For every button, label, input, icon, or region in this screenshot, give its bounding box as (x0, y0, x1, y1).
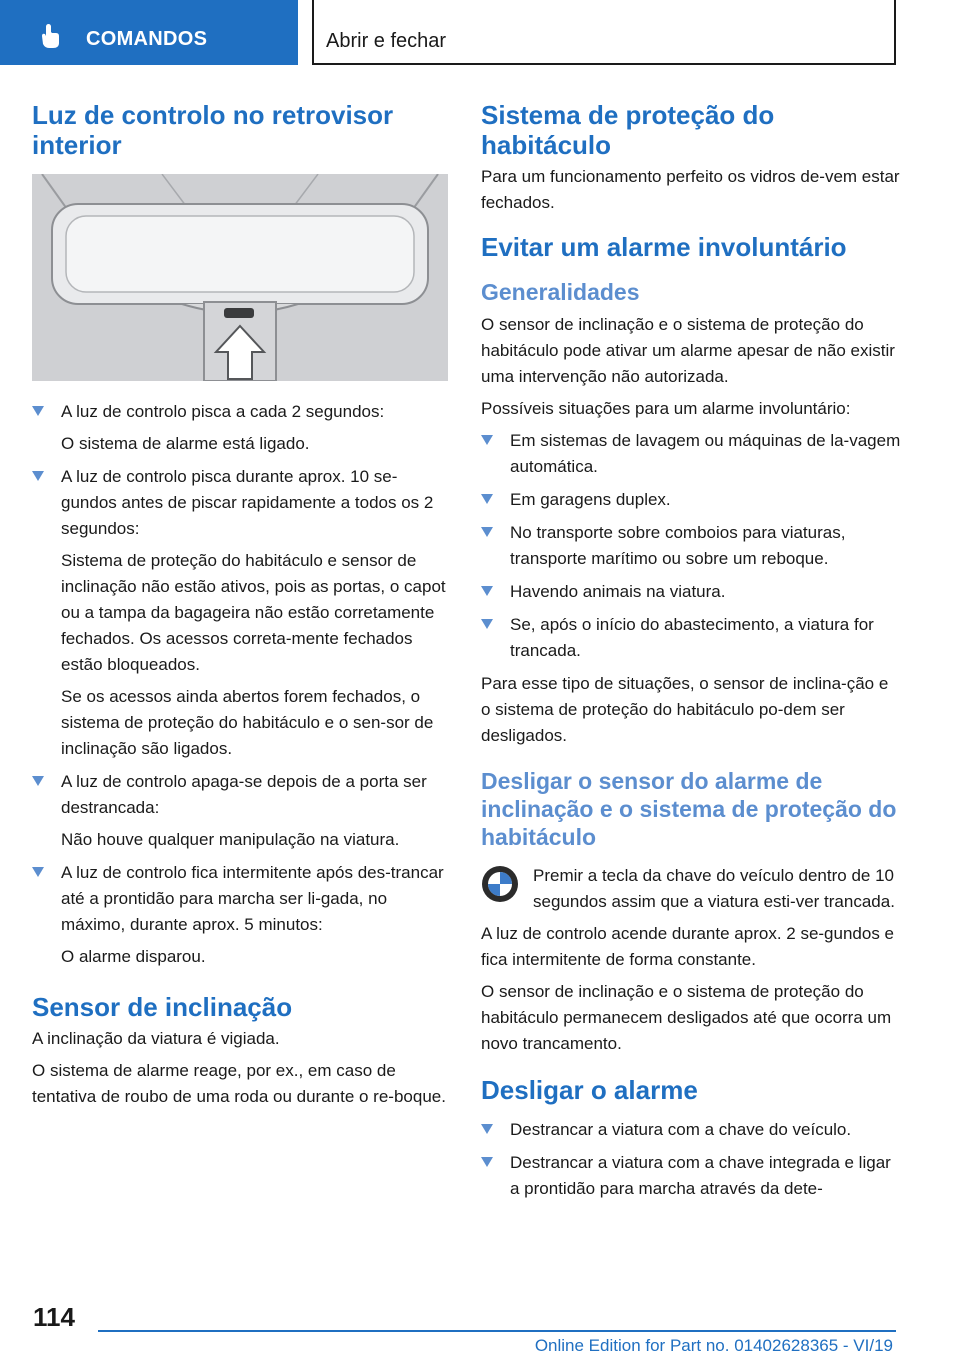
list-item: Destrancar a viatura com a chave do veículo. (481, 1117, 901, 1143)
remain-off-paragraph: O sensor de inclinação e o sistema de proteção do habitáculo permanecem desligados até que ocorra um novo trancamento. (481, 982, 892, 1053)
tilt-paragraph-2: O sistema de alarme reage, por ex., em caso de tentativa de roubo de uma roda ou durante o re-boque. (32, 1061, 446, 1106)
left-column (32, 100, 448, 1116)
bullet-triangle-icon (32, 776, 44, 786)
bullet-triangle-icon (481, 586, 493, 596)
situations-intro: Possíveis situações para um alarme involuntário: (481, 399, 851, 418)
list-item: A luz de controlo pisca a cada 2 segundos: O sistema de alarme está ligado. (32, 399, 448, 457)
rear-view-mirror-illustration (32, 174, 448, 381)
footer-rule (98, 1330, 896, 1332)
list-item: No transporte sobre comboios para viaturas, transporte marítimo ou sobre um reboque. (481, 520, 901, 572)
disable-intro-paragraph: Para esse tipo de situações, o sensor de inclina-ção e o sistema de proteção do habitáculo po-dem ser desligados. (481, 674, 889, 745)
key-paragraph: Premir a tecla da chave do veículo dentro de 10 segundos assim que a viatura esti-ver trancada. (533, 866, 895, 911)
bullet-triangle-icon (481, 1124, 493, 1134)
bullet-triangle-icon (32, 471, 44, 481)
heading-disable-alarm: Desligar o alarme (481, 1075, 698, 1105)
general-paragraph: O sensor de inclinação e o sistema de proteção do habitáculo pode ativar um alarme apesar de não existir uma intervenção não autorizada. (481, 315, 895, 386)
bmw-key-icon (481, 865, 519, 903)
list-item: Havendo animais na viatura. (481, 579, 901, 605)
interior-paragraph: Para um funcionamento perfeito os vidros de-vem estar fechados. (481, 167, 900, 212)
bullet-triangle-icon (32, 406, 44, 416)
list-item: Em sistemas de lavagem ou máquinas de la-vagem automática. (481, 428, 901, 480)
bullet-triangle-icon (32, 867, 44, 877)
heading-general: Generalidades (481, 279, 640, 305)
bullet-triangle-icon (481, 527, 493, 537)
mirror-drawing (32, 174, 448, 381)
heading-interior-protection: Sistema de proteção do habitáculo (481, 100, 775, 160)
page-number: 114 (33, 1302, 75, 1332)
section-tab (0, 0, 298, 65)
key-instruction (481, 863, 901, 915)
section-label: COMANDOS (86, 28, 208, 50)
right-column (481, 100, 901, 1209)
tilt-paragraph-1: A inclinação da viatura é vigiada. (32, 1029, 280, 1048)
edition-note: Online Edition for Part no. 01402628365 - VI/19 (534, 1336, 893, 1355)
light-states-list (32, 399, 448, 970)
heading-control-light: Luz de controlo no retrovisor interior (32, 100, 394, 160)
list-item: Em garagens duplex. (481, 487, 901, 513)
led-paragraph: A luz de controlo acende durante aprox. 2 se-gundos e fica intermitente de forma constante. (481, 924, 895, 969)
bullet-triangle-icon (481, 619, 493, 629)
list-item: Se, após o início do abastecimento, a viatura for trancada. (481, 612, 901, 664)
heading-disable-sensors: Desligar o sensor do alarme de inclinação e o sistema de proteção do habitáculo (481, 768, 897, 850)
list-item: A luz de controlo pisca durante aprox. 10 se-gundos antes de piscar rapidamente a todos os 2 segundos: Sistema de proteção do habitáculo e sensor de inclinação não estão ativos, pois as portas, o capot ou a tampa da bagageira não estão corretamente fechados. Os acessos correta-mente fechados estão bloqueados. Se os acessos ainda abertos forem fechados, o sistema de proteção do habitáculo e o sen-sor de inclinação são ligados. (32, 464, 448, 762)
subsection-label: Abrir e fechar (326, 30, 447, 52)
heading-tilt-sensor: Sensor de inclinação (32, 992, 293, 1022)
bullet-triangle-icon (481, 494, 493, 504)
heading-avoid-false-alarm: Evitar um alarme involuntário (481, 232, 847, 262)
situations-list (481, 428, 901, 664)
bullet-triangle-icon (481, 435, 493, 445)
list-item: A luz de controlo apaga-se depois de a porta ser destrancada: Não houve qualquer manipulação na viatura. (32, 769, 448, 853)
hand-pointer-icon (38, 22, 62, 50)
bullet-triangle-icon (481, 1157, 493, 1167)
list-item: A luz de controlo fica intermitente após des-trancar até a prontidão para marcha ser li-gada, no máximo, durante aprox. 5 minutos: O alarme disparou. (32, 860, 448, 970)
list-item: Destrancar a viatura com a chave integrada e ligar a prontidão para marcha através da dete- (481, 1150, 901, 1202)
disable-alarm-list (481, 1117, 901, 1202)
